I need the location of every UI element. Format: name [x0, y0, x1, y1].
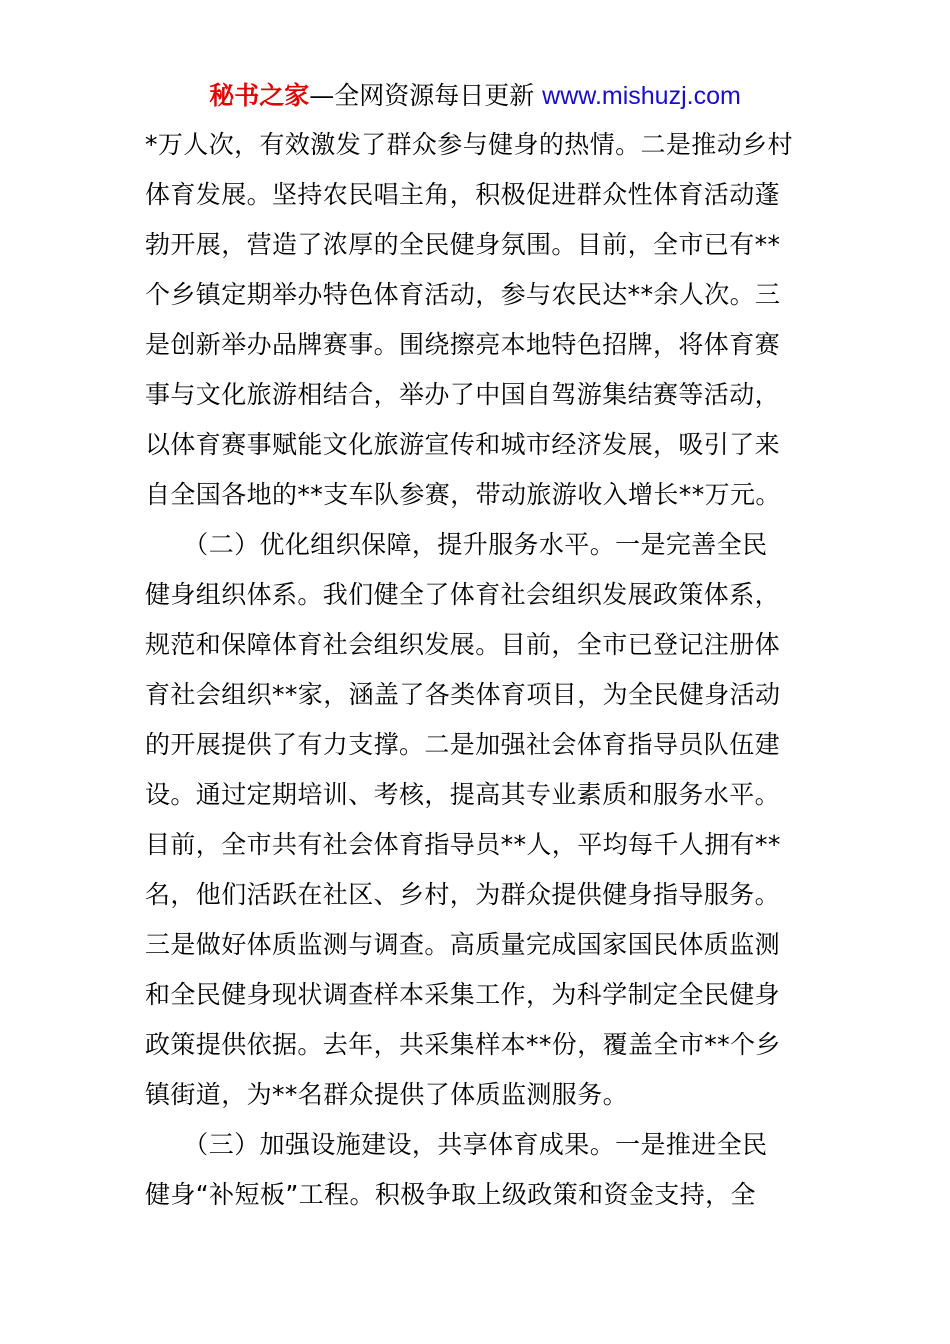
text-line: 健身组织体系。我们健全了体育社会组织发展政策体系，	[145, 580, 781, 609]
text-line: 是创新举办品牌赛事。围绕擦亮本地特色招牌，将体育赛	[145, 330, 781, 359]
text-line: 育社会组织**家，涵盖了各类体育项目，为全民健身活动	[145, 680, 781, 709]
text-line: 的开展提供了有力支撑。二是加强社会体育指导员队伍建	[145, 730, 781, 759]
text-line: 自全国各地的**支车队参赛，带动旅游收入增长**万元。	[145, 480, 781, 509]
brand-name: 秘书之家	[209, 81, 310, 110]
text-line: 健身“补短板”工程。积极争取上级政策和资金支持，全	[145, 1180, 756, 1209]
site-url-link[interactable]: www.mishuzj.com	[542, 82, 741, 110]
text-line: 以体育赛事赋能文化旅游宣传和城市经济发展，吸引了来	[145, 430, 781, 459]
text-line: 勃开展，营造了浓厚的全民健身氛围。目前，全市已有**	[145, 230, 781, 259]
text-line: 个乡镇定期举办特色体育活动，参与农民达**余人次。三	[145, 280, 781, 309]
document-body	[145, 120, 805, 1220]
section-heading-line: （三）加强设施建设，共享体育成果。一是推进全民	[145, 1130, 768, 1159]
text-line: 镇街道，为**名群众提供了体质监测服务。	[145, 1080, 629, 1109]
text-line: 事与文化旅游相结合，举办了中国自驾游集结赛等活动，	[145, 380, 781, 409]
text-line: 和全民健身现状调查样本采集工作，为科学制定全民健身	[145, 980, 781, 1009]
text-line: *万人次，有效激发了群众参与健身的热情。二是推动乡村	[145, 130, 793, 159]
text-line: 名，他们活跃在社区、乡村，为群众提供健身指导服务。	[145, 880, 781, 909]
site-header	[0, 80, 950, 112]
text-line: 三是做好体质监测与调查。高质量完成国家国民体质监测	[145, 930, 781, 959]
text-line: 设。通过定期培训、考核，提高其专业素质和服务水平。	[145, 780, 781, 809]
text-line: 规范和保障体育社会组织发展。目前，全市已登记注册体	[145, 630, 781, 659]
section-heading-line: （二）优化组织保障，提升服务水平。一是完善全民	[145, 530, 768, 559]
text-line: 目前，全市共有社会体育指导员**人，平均每千人拥有**	[145, 830, 781, 859]
header-tagline: —全网资源每日更新	[309, 81, 543, 110]
text-line: 政策提供依据。去年，共采集样本**份，覆盖全市**个乡	[145, 1030, 781, 1059]
text-line: 体育发展。坚持农民唱主角，积极促进群众性体育活动蓬	[145, 180, 781, 209]
